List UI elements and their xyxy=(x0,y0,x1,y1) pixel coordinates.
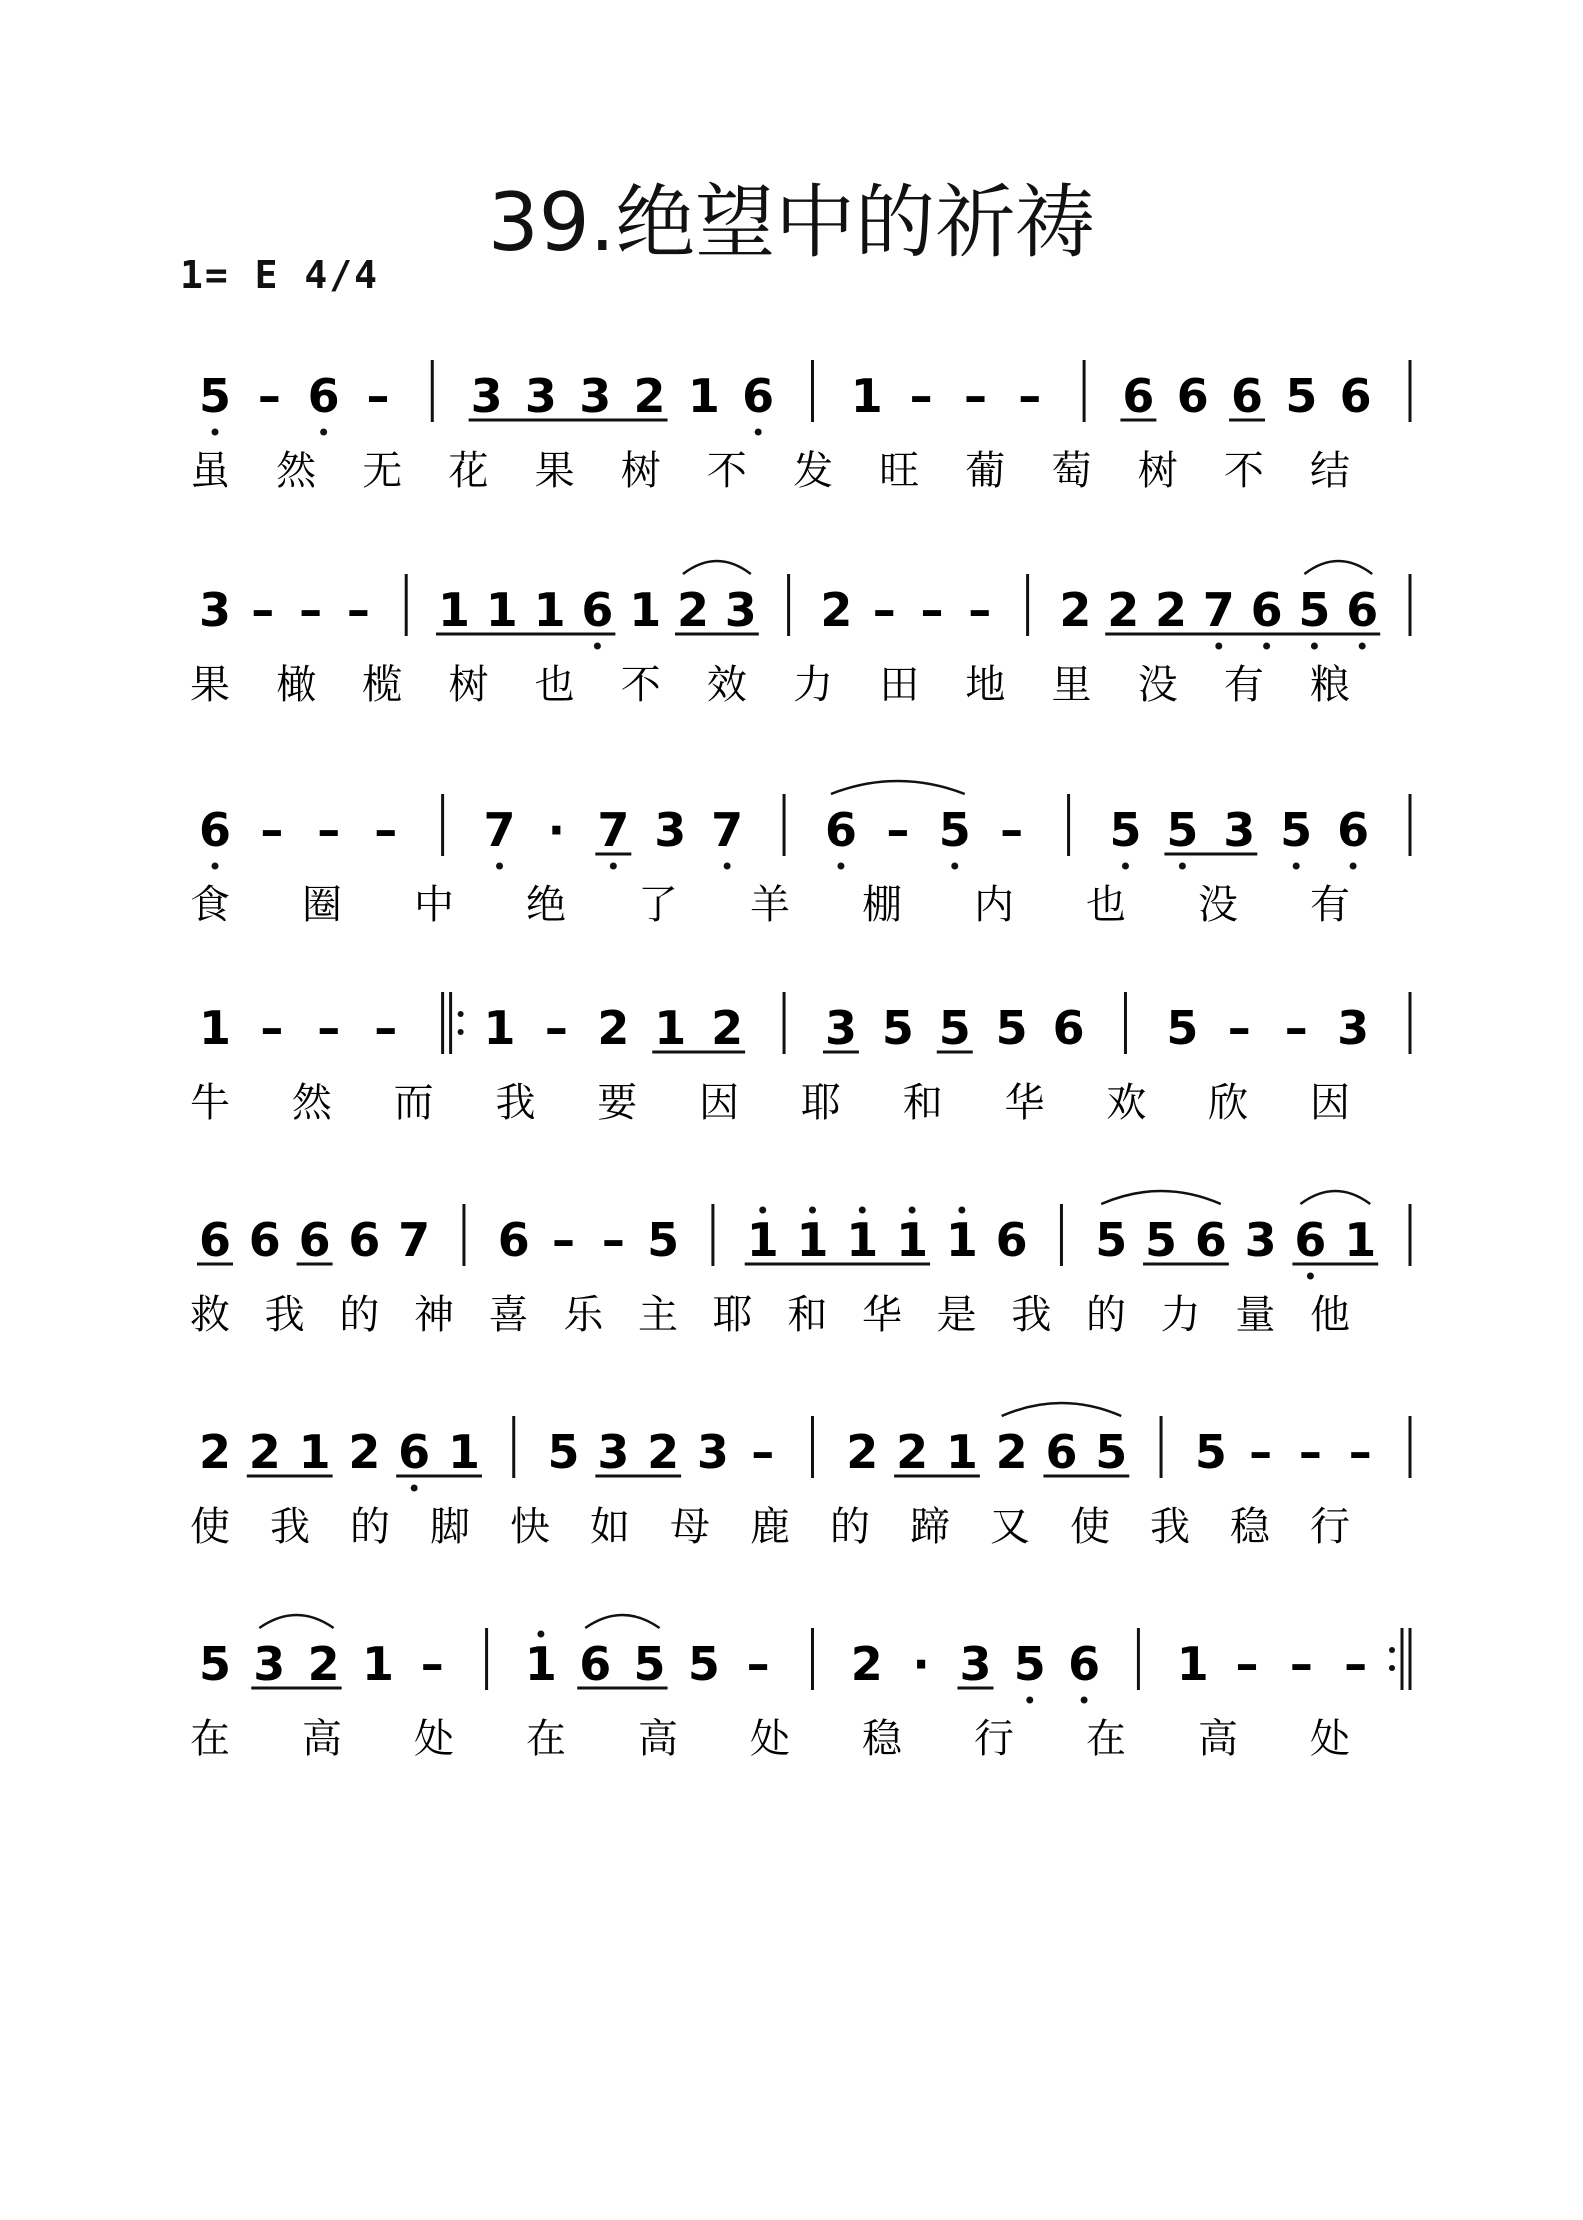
note: 2 xyxy=(597,1001,630,1055)
repeat-dot xyxy=(1389,1647,1395,1653)
note: 1 xyxy=(629,583,662,637)
dash: – xyxy=(260,1001,284,1055)
lyric: 食 xyxy=(190,882,230,928)
lyric: 树 xyxy=(620,448,661,494)
note: 1 xyxy=(746,1213,779,1267)
lyric: 在 xyxy=(190,1716,230,1762)
note: 6 xyxy=(198,1213,232,1267)
octave-dot-below xyxy=(1081,1697,1088,1704)
note: 2 xyxy=(248,1425,281,1479)
octave-dot-below xyxy=(212,863,219,870)
note: 6 xyxy=(1339,369,1372,423)
lyric: 旺 xyxy=(879,448,920,494)
note: 7 xyxy=(398,1213,431,1267)
note: 1 xyxy=(437,583,471,637)
note: 5 xyxy=(198,1637,232,1691)
lyric: 我 xyxy=(1150,1504,1190,1550)
lyric: 不 xyxy=(1223,448,1264,494)
note: 6 xyxy=(348,1213,381,1267)
dash: – xyxy=(1000,803,1024,857)
repeat-dot xyxy=(458,1011,464,1017)
lyric: 牛 xyxy=(190,1080,230,1126)
note: 5 xyxy=(1166,1001,1199,1055)
note: 5 xyxy=(995,1001,1028,1055)
lyric: 行 xyxy=(974,1716,1014,1762)
dot: · xyxy=(547,803,566,857)
note: 6 xyxy=(1068,1637,1101,1691)
octave-dot-below xyxy=(1263,643,1270,650)
dash: – xyxy=(872,583,896,637)
dash: – xyxy=(751,1425,775,1479)
lyric: 内 xyxy=(974,882,1014,928)
note: 6 xyxy=(307,369,340,423)
lyric: 我 xyxy=(1011,1292,1052,1338)
octave-dot-below xyxy=(610,863,617,870)
note: 2 xyxy=(1154,583,1188,637)
lyric: 有 xyxy=(1223,662,1264,708)
dash: – xyxy=(317,1001,341,1055)
lyric: 欣 xyxy=(1208,1080,1249,1126)
dash: – xyxy=(544,1001,568,1055)
dash: – xyxy=(366,369,390,423)
dash: – xyxy=(374,1001,398,1055)
lyric: 母 xyxy=(670,1504,710,1550)
octave-dot-below xyxy=(724,863,731,870)
lyric: 结 xyxy=(1310,448,1350,494)
lyric: 也 xyxy=(1086,882,1126,928)
lyric: 耶 xyxy=(712,1292,753,1338)
lyric: 力 xyxy=(793,662,834,708)
octave-dot-below xyxy=(411,1485,418,1492)
lyric: 榄 xyxy=(362,662,403,708)
key-signature: 1= E 4/4 xyxy=(180,253,380,297)
dash: – xyxy=(1249,1425,1273,1479)
dash: – xyxy=(1348,1425,1372,1479)
octave-dot-above xyxy=(759,1207,766,1214)
note: 3 xyxy=(696,1425,729,1479)
note: 2 xyxy=(676,583,710,637)
note: 3 xyxy=(470,369,503,423)
note: 2 xyxy=(846,1425,879,1479)
dash: – xyxy=(963,369,987,423)
lyric: 蹄 xyxy=(910,1504,950,1550)
lyric: 喜 xyxy=(488,1292,529,1338)
lyric: 虽 xyxy=(190,448,230,494)
note: 5 xyxy=(938,803,971,857)
note: 6 xyxy=(1346,583,1379,637)
note: 5 xyxy=(547,1425,580,1479)
lyric: 的 xyxy=(830,1504,870,1550)
note: 3 xyxy=(1244,1213,1277,1267)
note: 3 xyxy=(579,369,612,423)
note: 5 xyxy=(633,1637,666,1691)
lyric: 无 xyxy=(362,448,403,494)
note: 3 xyxy=(724,583,757,637)
note: 1 xyxy=(485,583,518,637)
lyric: 处 xyxy=(750,1716,790,1762)
repeat-dot xyxy=(1389,1665,1395,1671)
note: 2 xyxy=(647,1425,680,1479)
note: 6 xyxy=(742,369,775,423)
octave-dot-above xyxy=(537,1631,544,1638)
dash: – xyxy=(317,803,341,857)
lyric: 在 xyxy=(1086,1716,1126,1762)
octave-dot-below xyxy=(1311,643,1318,650)
note: 7 xyxy=(597,803,630,857)
note: 6 xyxy=(824,803,857,857)
dash: – xyxy=(601,1213,625,1267)
note: 3 xyxy=(1223,803,1256,857)
lyric: 欢 xyxy=(1106,1080,1147,1126)
note: 2 xyxy=(850,1637,883,1691)
lyric: 而 xyxy=(393,1080,434,1126)
slur xyxy=(1101,1191,1221,1204)
lyric: 如 xyxy=(590,1504,630,1550)
note: 2 xyxy=(348,1425,381,1479)
note: 2 xyxy=(198,1425,232,1479)
octave-dot-above xyxy=(859,1207,866,1214)
lyric: 华 xyxy=(1004,1080,1045,1126)
lyric: 棚 xyxy=(862,882,902,928)
note: 6 xyxy=(1337,803,1370,857)
lyric: 和 xyxy=(787,1292,828,1338)
lyric: 行 xyxy=(1310,1504,1350,1550)
octave-dot-below xyxy=(594,643,601,650)
note: 1 xyxy=(687,369,720,423)
lyric: 是 xyxy=(936,1292,977,1338)
lyric: 羊 xyxy=(750,882,790,928)
dash: – xyxy=(374,803,398,857)
note: 1 xyxy=(654,1001,687,1055)
octave-dot-above xyxy=(909,1207,916,1214)
lyric: 地 xyxy=(965,662,1006,708)
lyric: 粮 xyxy=(1310,662,1350,708)
dash: – xyxy=(1289,1637,1313,1691)
octave-dot-below xyxy=(1026,1697,1033,1704)
dash: – xyxy=(968,583,992,637)
note: 2 xyxy=(633,369,666,423)
note: 3 xyxy=(824,1001,857,1055)
note: 5 xyxy=(1095,1213,1128,1267)
octave-dot-below xyxy=(1179,863,1186,870)
dash: – xyxy=(1235,1637,1259,1691)
lyric: 因 xyxy=(1310,1080,1350,1126)
dash: – xyxy=(260,803,284,857)
lyric: 主 xyxy=(638,1292,678,1338)
lyric: 脚 xyxy=(430,1504,470,1550)
note: 1 xyxy=(198,1001,232,1055)
lyric: 鹿 xyxy=(750,1504,790,1550)
lyric: 萄 xyxy=(1051,448,1092,494)
note: 6 xyxy=(398,1425,431,1479)
note: 5 xyxy=(647,1213,680,1267)
note: 6 xyxy=(1176,369,1209,423)
note: 6 xyxy=(995,1213,1028,1267)
lyric: 他 xyxy=(1310,1292,1350,1338)
lyric: 乐 xyxy=(563,1292,604,1338)
lyric: 有 xyxy=(1310,882,1350,928)
octave-dot-below xyxy=(951,863,958,870)
lyric: 耶 xyxy=(800,1080,841,1126)
slur xyxy=(585,1615,659,1628)
lyric: 稳 xyxy=(862,1716,902,1762)
lyric: 树 xyxy=(448,662,489,708)
lyric: 圈 xyxy=(302,882,342,928)
lyric: 中 xyxy=(414,882,454,928)
lyric: 我 xyxy=(270,1504,310,1550)
dash: – xyxy=(251,583,275,637)
note: 1 xyxy=(447,1425,480,1479)
note: 2 xyxy=(820,583,853,637)
dash: – xyxy=(1298,1425,1322,1479)
lyric: 然 xyxy=(276,448,317,494)
note: 6 xyxy=(579,1637,612,1691)
dash: – xyxy=(1284,1001,1308,1055)
note: 2 xyxy=(1107,583,1140,637)
note: 6 xyxy=(1231,369,1264,423)
octave-dot-above xyxy=(958,1207,965,1214)
note: 5 xyxy=(1194,1425,1227,1479)
lyric: 高 xyxy=(1198,1716,1238,1762)
note: 5 xyxy=(1298,583,1331,637)
lyric: 神 xyxy=(414,1292,454,1338)
dash: – xyxy=(299,583,323,637)
note: 1 xyxy=(1176,1637,1209,1691)
note: 2 xyxy=(1059,583,1092,637)
note: 5 xyxy=(1145,1213,1178,1267)
lyric: 处 xyxy=(1310,1716,1350,1762)
lyric: 稳 xyxy=(1230,1504,1270,1550)
dash: – xyxy=(346,583,370,637)
lyric: 果 xyxy=(190,662,230,708)
lyric: 高 xyxy=(638,1716,678,1762)
note: 5 xyxy=(687,1637,720,1691)
lyric: 没 xyxy=(1137,662,1178,708)
lyric: 效 xyxy=(706,662,747,708)
note: 3 xyxy=(198,583,232,637)
octave-dot-below xyxy=(496,863,503,870)
lyric: 快 xyxy=(510,1504,550,1550)
lyric: 处 xyxy=(414,1716,454,1762)
dash: – xyxy=(909,369,933,423)
note: 3 xyxy=(654,803,687,857)
slur xyxy=(1300,1191,1370,1204)
octave-dot-below xyxy=(320,429,327,436)
note: 1 xyxy=(850,369,883,423)
lyric: 果 xyxy=(534,448,575,494)
slur xyxy=(259,1615,333,1628)
lyric: 量 xyxy=(1235,1292,1276,1338)
lyric: 又 xyxy=(990,1504,1030,1550)
note: 1 xyxy=(533,583,566,637)
note: 2 xyxy=(307,1637,340,1691)
octave-dot-below xyxy=(755,429,762,436)
note: 5 xyxy=(881,1001,914,1055)
lyric: 橄 xyxy=(276,662,317,708)
slur xyxy=(1002,1403,1122,1416)
lyric: 要 xyxy=(597,1080,638,1126)
note: 1 xyxy=(896,1213,929,1267)
lyric: 了 xyxy=(638,882,678,928)
lyric: 使 xyxy=(1070,1504,1110,1550)
note: 6 xyxy=(497,1213,530,1267)
lyric: 不 xyxy=(706,448,747,494)
lyric: 绝 xyxy=(526,882,566,928)
dash: – xyxy=(257,369,281,423)
dash: – xyxy=(1018,369,1042,423)
lyric: 的 xyxy=(339,1292,380,1338)
note: 6 xyxy=(198,803,232,857)
note: 5 xyxy=(938,1001,971,1055)
lyric: 没 xyxy=(1198,882,1238,928)
octave-dot-above xyxy=(809,1207,816,1214)
lyric: 不 xyxy=(620,662,661,708)
lyric: 因 xyxy=(699,1080,740,1126)
octave-dot-below xyxy=(212,429,219,436)
lyric: 然 xyxy=(291,1080,332,1126)
octave-dot-below xyxy=(1293,863,1300,870)
note: 6 xyxy=(1250,583,1283,637)
octave-dot-below xyxy=(1215,643,1222,650)
note: 5 xyxy=(1280,803,1313,857)
note: 1 xyxy=(945,1425,978,1479)
lyric: 华 xyxy=(862,1292,902,1338)
note: 3 xyxy=(597,1425,630,1479)
lyric: 高 xyxy=(302,1716,342,1762)
note: 7 xyxy=(711,803,744,857)
octave-dot-below xyxy=(1350,863,1357,870)
note: 6 xyxy=(1052,1001,1085,1055)
note: 1 xyxy=(796,1213,829,1267)
dash: – xyxy=(886,803,910,857)
repeat-dot xyxy=(458,1029,464,1035)
slur xyxy=(831,781,965,794)
lyric: 的 xyxy=(1086,1292,1126,1338)
note: 2 xyxy=(995,1425,1028,1479)
note: 7 xyxy=(483,803,516,857)
note: 3 xyxy=(253,1637,286,1691)
note: 3 xyxy=(524,369,557,423)
note: 5 xyxy=(1013,1637,1046,1691)
note: 6 xyxy=(248,1213,281,1267)
song-title: 39.绝望中的祈祷 xyxy=(487,176,1096,269)
dash: – xyxy=(746,1637,770,1691)
lyric: 我 xyxy=(495,1080,536,1126)
lyric: 使 xyxy=(190,1504,230,1550)
slur xyxy=(683,561,751,574)
note: 5 xyxy=(1285,369,1318,423)
lyric: 的 xyxy=(350,1504,390,1550)
note: 3 xyxy=(1337,1001,1370,1055)
lyric: 也 xyxy=(534,662,575,708)
note: 1 xyxy=(361,1637,394,1691)
dash: – xyxy=(552,1213,576,1267)
dash: – xyxy=(920,583,944,637)
note: 1 xyxy=(1344,1213,1377,1267)
dash: – xyxy=(1344,1637,1368,1691)
octave-dot-below xyxy=(1307,1273,1314,1280)
note: 6 xyxy=(581,583,614,637)
lyric: 在 xyxy=(526,1716,566,1762)
note: 1 xyxy=(483,1001,516,1055)
note: 6 xyxy=(1122,369,1155,423)
lyric: 我 xyxy=(264,1292,305,1338)
octave-dot-below xyxy=(1359,643,1366,650)
lyric: 树 xyxy=(1137,448,1178,494)
note: 2 xyxy=(711,1001,744,1055)
lyric: 发 xyxy=(793,448,834,494)
octave-dot-below xyxy=(1122,863,1129,870)
note: 2 xyxy=(896,1425,929,1479)
note: 6 xyxy=(1294,1213,1327,1267)
note: 1 xyxy=(945,1213,978,1267)
note: 1 xyxy=(524,1637,557,1691)
octave-dot-below xyxy=(837,863,844,870)
dot: · xyxy=(912,1637,930,1691)
note: 1 xyxy=(298,1425,331,1479)
dash: – xyxy=(1227,1001,1251,1055)
note: 6 xyxy=(1194,1213,1227,1267)
lyric: 力 xyxy=(1160,1292,1201,1338)
note: 5 xyxy=(1109,803,1142,857)
note: 6 xyxy=(298,1213,331,1267)
lyric: 和 xyxy=(902,1080,943,1126)
note: 3 xyxy=(959,1637,992,1691)
note: 6 xyxy=(1045,1425,1078,1479)
lyric: 葡 xyxy=(965,448,1006,494)
slur xyxy=(1304,561,1372,574)
note: 1 xyxy=(846,1213,879,1267)
note: 5 xyxy=(1095,1425,1128,1479)
lyric: 田 xyxy=(879,662,920,708)
lyric: 花 xyxy=(448,448,489,494)
lyric: 救 xyxy=(190,1292,230,1338)
note: 5 xyxy=(198,369,232,423)
lyric: 里 xyxy=(1051,662,1092,708)
note: 5 xyxy=(1166,803,1199,857)
dash: – xyxy=(420,1637,444,1691)
note: 7 xyxy=(1202,583,1235,637)
